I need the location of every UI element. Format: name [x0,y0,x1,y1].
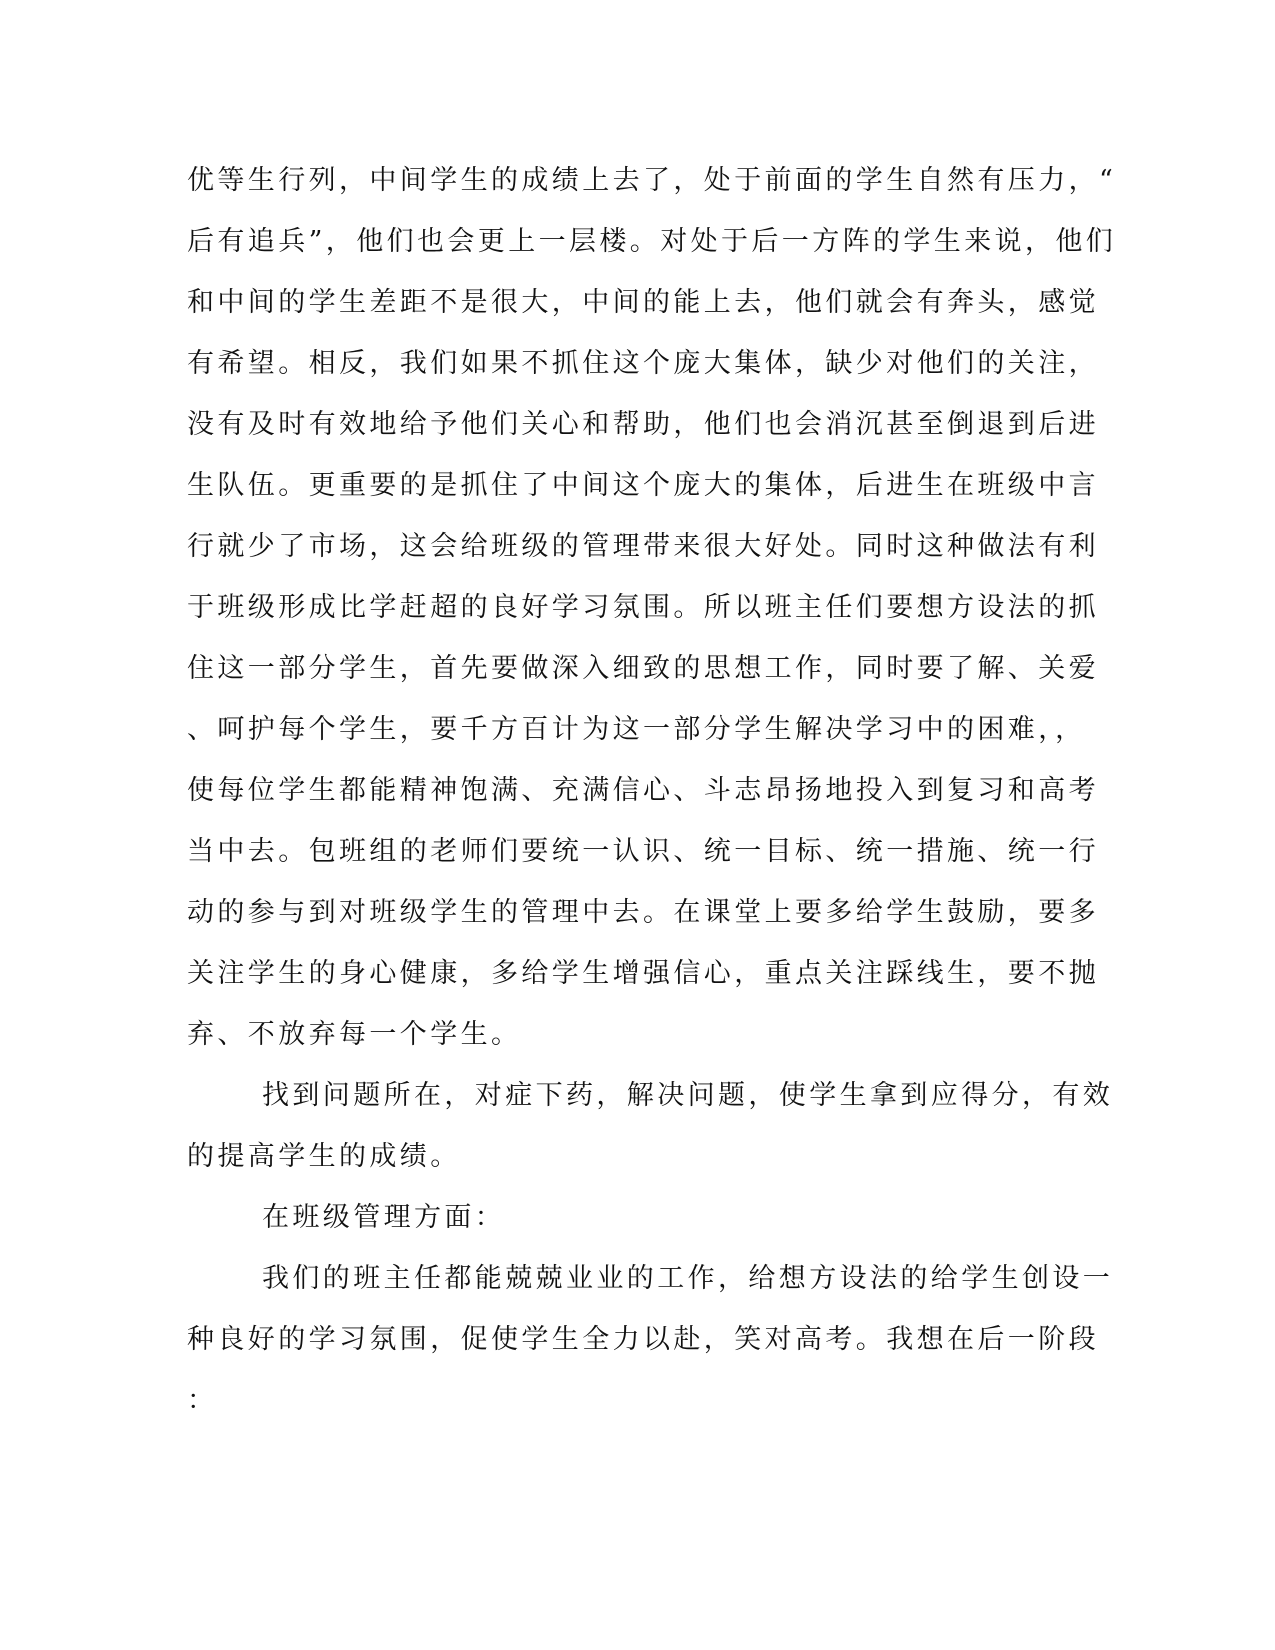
text-line: 生队伍。更重要的是抓住了中间这个庞大的集体，后进生在班级中言 [187,470,1099,501]
paragraph-first-line: 找到问题所在，对症下药，解决问题，使学生拿到应得分，有效 [262,1080,1114,1111]
text-line: 有希望。相反，我们如果不抓住这个庞大集体，缺少对他们的关注， [187,348,1099,379]
text-line: 行就少了市场，这会给班级的管理带来很大好处。同时这种做法有利 [187,531,1099,562]
text-line: 优等生行列，中间学生的成绩上去了，处于前面的学生自然有压力，“ [187,165,1117,196]
text-line: 的提高学生的成绩。 [187,1141,461,1172]
text-line: 后有追兵”，他们也会更上一层楼。对处于后一方阵的学生来说，他们 [187,226,1117,257]
section-heading: 在班级管理方面： [262,1202,506,1233]
text-line: 弃、不放弃每一个学生。 [187,1019,522,1050]
text-line: 使每位学生都能精神饱满、充满信心、斗志昂扬地投入到复习和高考 [187,775,1099,806]
text-line: ： [187,1385,218,1416]
text-line: 当中去。包班组的老师们要统一认识、统一目标、统一措施、统一行 [187,836,1099,867]
text-line: 于班级形成比学赶超的良好学习氛围。所以班主任们要想方设法的抓 [187,592,1099,623]
text-line: 种良好的学习氛围，促使学生全力以赴，笑对高考。我想在后一阶段 [187,1324,1099,1355]
text-line: 动的参与到对班级学生的管理中去。在课堂上要多给学生鼓励，要多 [187,897,1099,928]
text-line: 住这一部分学生，首先要做深入细致的思想工作，同时要了解、关爱 [187,653,1099,684]
text-line: 关注学生的身心健康，多给学生增强信心，重点关注踩线生，要不抛 [187,958,1099,989]
text-line: 、呵护每个学生，要千方百计为这一部分学生解决学习中的困难，， [187,714,1086,745]
paragraph-first-line: 我们的班主任都能兢兢业业的工作，给想方设法的给学生创设一 [262,1263,1114,1294]
text-line: 没有及时有效地给予他们关心和帮助，他们也会消沉甚至倒退到后进 [187,409,1099,440]
document-body [187,150,1117,1431]
text-line: 和中间的学生差距不是很大，中间的能上去，他们就会有奔头，感觉 [187,287,1099,318]
